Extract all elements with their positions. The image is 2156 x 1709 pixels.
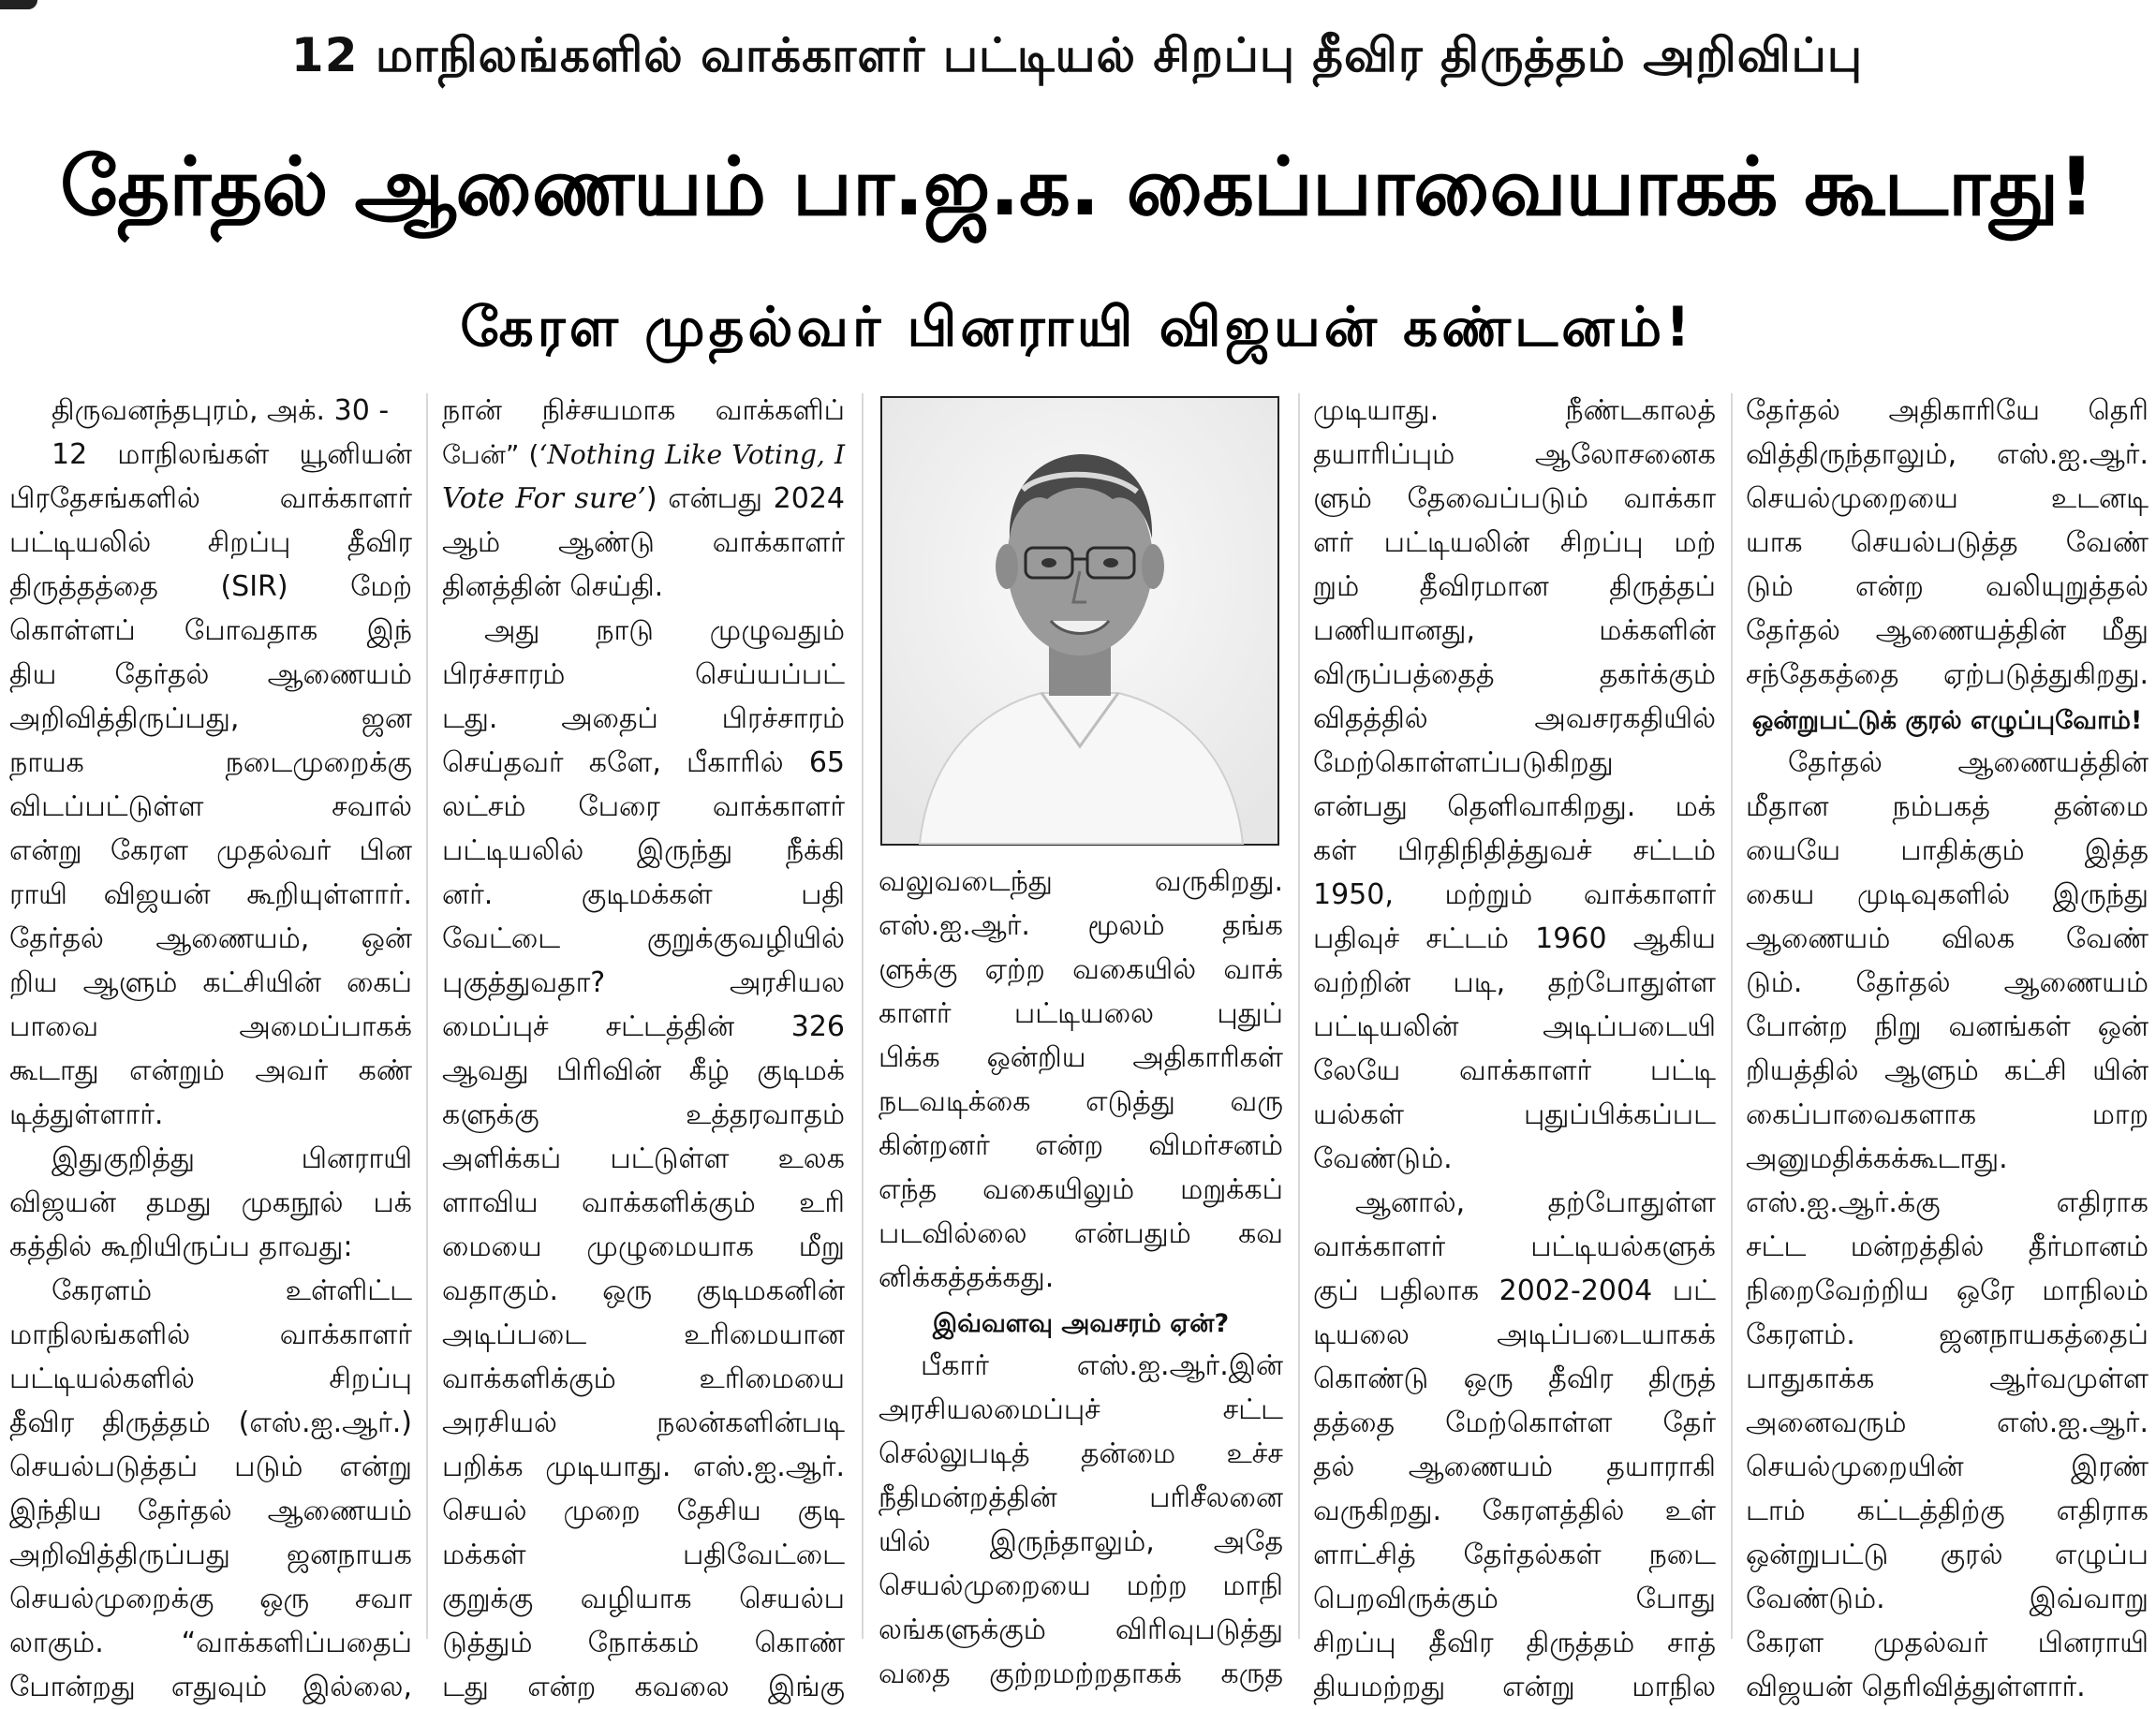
text-line: ளாவிய வாக்களிக்கும் உரி — [442, 1186, 845, 1219]
text-line: குப் பதிலாக 2002-2004 பட் — [1313, 1274, 1716, 1307]
text-line: குறுக்கு வழியாக செயல்ப — [442, 1583, 845, 1615]
text-line: வதை குற்றமற்றதாகக் கருத — [879, 1657, 1283, 1690]
text-line: லேயே வாக்காளர் பட்டி — [1313, 1054, 1716, 1087]
text-line: தியமற்றது என்று மாநில — [1313, 1671, 1716, 1703]
text-line: யையே பாதிக்கும் இத்த — [1746, 834, 2149, 867]
text-line: இந்திய தேர்தல் ஆணையம் — [9, 1495, 412, 1527]
text-line: கள் பிரதிநிதித்துவச் சட்டம் — [1313, 834, 1716, 867]
text-line: ராயி விஜயன் கூறியுள்ளார். — [9, 878, 412, 911]
text-line: டும் என்ற வலியுறுத்தல் — [1746, 570, 2149, 603]
text-line: பட்டியலில் இருந்து நீக்கி — [442, 834, 845, 867]
text-line: எஸ்.ஐ.ஆர். மூலம் தங்க — [879, 909, 1283, 942]
text-line: பணியானது, மக்களின் — [1313, 614, 1716, 647]
text-line: வித்திருந்தாலும், எஸ்.ஐ.ஆர். — [1746, 438, 2149, 471]
text-line: டது என்ற கவலை இங்கு — [442, 1671, 845, 1703]
text-line: பிரச்சாரம் செய்யப்பட் — [442, 658, 845, 691]
text-line: அளிக்கப் பட்டுள்ள உலக — [442, 1142, 845, 1175]
text-line: ளுக்கு ஏற்ற வகையில் வாக் — [879, 953, 1283, 986]
text-line: விருப்பத்தைத் தகர்க்கும் — [1313, 658, 1716, 691]
text-line: காளர் பட்டியலை புதுப் — [879, 997, 1283, 1030]
article-subhead: கேரள முதல்வர் பினராயி விஜயன் கண்டனம்! — [460, 295, 1694, 359]
text-line: செயல்முறைக்கு ஒரு சவா — [9, 1583, 412, 1615]
text-line: களுக்கு உத்தரவாதம் — [442, 1098, 845, 1131]
text-line: ளும் தேவைப்படும் வாக்கா — [1313, 482, 1716, 515]
text-line: செயல் முறை தேசிய குடி — [442, 1495, 845, 1527]
text-line: 12 மாநிலங்கள் யூனியன் — [52, 438, 412, 471]
text-line: மேற்கொள்ளப்படுகிறது — [1313, 746, 1614, 779]
text-line — [442, 477, 845, 521]
text-line: பாதுகாக்க ஆர்வமுள்ள — [1746, 1363, 2149, 1395]
text-line: யில் இருந்தாலும், அதே — [879, 1525, 1283, 1558]
text-line: தினத்தின் செய்தி. — [442, 570, 664, 603]
text-line: செல்லுபடித் தன்மை உச்ச — [879, 1437, 1283, 1470]
text-line: கேரள முதல்வர் பினராயி — [1746, 1627, 2149, 1659]
text-line: ளாட்சித் தேர்தல்கள் நடை — [1313, 1539, 1716, 1571]
text-line: யல்கள் புதுப்பிக்கப்பட — [1313, 1098, 1716, 1131]
english-quote: ‘Nothing Like Voting, I — [539, 439, 846, 470]
text-line: பாவை அமைப்பாகக் — [9, 1010, 412, 1043]
text-line: மைப்புச் சட்டத்தின் 326 — [442, 1010, 845, 1043]
article-headline: தேர்தல் ஆணையம் பா.ஜ.க. கைப்பாவையாகக் கூடாது! — [60, 140, 2094, 234]
text-line: சிறப்பு தீவிர திருத்தம் சாத் — [1313, 1627, 1716, 1659]
text-line: நீதிமன்றத்தின் பரிசீலனை — [879, 1481, 1283, 1514]
text-line: தேர்தல் ஆணையத்தின் — [1788, 746, 2149, 779]
text-line: 1950, மற்றும் வாக்காளர் — [1313, 878, 1716, 911]
text-line: றும் தீவிரமான திருத்தப் — [1313, 570, 1716, 603]
column-divider — [1731, 393, 1733, 1639]
text-line: மையை முழுமையாக மீறு — [442, 1230, 845, 1263]
text-line: டுத்தும் நோக்கம் கொண் — [442, 1627, 845, 1659]
text-line: தயாரிப்பும் ஆலோசனைக — [1313, 438, 1716, 471]
text-line: மீதான நம்பகத் தன்மை — [1746, 790, 2149, 823]
text-line: விஜயன் தமது முகநூல் பக் — [9, 1186, 412, 1219]
text-line: டித்துள்ளார். — [9, 1098, 164, 1131]
text-line: ஆணையம் விலக வேண் — [1746, 922, 2149, 955]
text-line: என்பது தெளிவாகிறது. மக் — [1313, 790, 1716, 823]
text-line: தேர்தல் ஆணையத்தின் மீது — [1746, 614, 2149, 647]
text-fragment: ) என்பது 2024 — [645, 482, 845, 515]
text-line: கேரளம் உள்ளிட்ட — [52, 1274, 412, 1307]
text-line: திய தேர்தல் ஆணையம் — [9, 658, 412, 691]
text-line: ஆவது பிரிவின் கீழ் குடிமக் — [442, 1054, 845, 1087]
text-line: தத்தை மேற்கொள்ள தேர் — [1313, 1407, 1716, 1439]
text-line: றிய ஆளும் கட்சியின் கைப் — [9, 966, 412, 999]
text-line: வேட்டை குறுக்குவழியில் — [442, 922, 845, 955]
text-line: டும். தேர்தல் ஆணையம் — [1746, 966, 2149, 999]
text-line: தேர்தல் அதிகாரியே தெரி — [1746, 394, 2149, 427]
text-line: செயல்முறையை மற்ற மாநி — [879, 1569, 1283, 1602]
text-line: கொள்ளப் போவதாக இந் — [9, 614, 412, 647]
text-column-2 — [442, 389, 846, 1703]
text-line: அனைவரும் எஸ்.ஐ.ஆர். — [1746, 1407, 2149, 1439]
text-line: செயல்படுத்தப் படும் என்று — [9, 1451, 412, 1483]
text-line: பிரதேசங்களில் வாக்காளர் — [9, 482, 412, 515]
text-line: அரசியல் நலன்களின்படி — [442, 1407, 845, 1439]
section-heading: ஒன்றுபட்டுக் குரல் எழுப்புவோம்! — [1751, 706, 2143, 735]
english-quote: Vote For sure’ — [442, 482, 646, 515]
text-line: யாக செயல்படுத்த வேண் — [1746, 526, 2149, 559]
text-line: இதுகுறித்து பினராயி — [52, 1142, 412, 1175]
text-line: பீகார் எஸ்.ஐ.ஆர்.இன் — [921, 1349, 1283, 1382]
text-line: வருகிறது. கேரளத்தில் உள் — [1313, 1495, 1716, 1527]
text-line: புகுத்துவதா? அரசியல — [442, 966, 845, 999]
text-column-4 — [1313, 389, 1716, 1703]
text-line: கூடாது என்றும் அவர் கண் — [9, 1054, 412, 1087]
text-line: அரசியலமைப்புச் சட்ட — [879, 1393, 1283, 1426]
dateline: திருவனந்தபுரம், அக். 30 - — [52, 394, 390, 427]
article-kicker: 12 மாநிலங்களில் வாக்காளர் பட்டியல் சிறப்பு தீவிர திருத்தம் அறிவிப்பு — [290, 28, 1864, 82]
text-line: வேண்டும். — [1313, 1142, 1453, 1175]
text-line: விஜயன் தெரிவித்துள்ளார். — [1746, 1671, 2086, 1703]
text-line — [442, 433, 845, 477]
text-line: பெறவிருக்கும் போது — [1313, 1583, 1716, 1615]
text-column-3 — [879, 860, 1283, 1690]
text-line: வாக்காளர் பட்டியல்களுக் — [1313, 1230, 1716, 1263]
text-line: வற்றின் படி, தற்போதுள்ள — [1313, 966, 1716, 999]
text-line: திருத்தத்தை (SIR) மேற் — [9, 570, 412, 603]
text-line: லாகும். “வாக்களிப்பதைப் — [9, 1627, 412, 1659]
text-line: னிக்கத்தக்கது. — [879, 1261, 1055, 1294]
text-line: கேரளம். ஜனநாயகத்தைப் — [1746, 1319, 2149, 1351]
text-line: நடவடிக்கை எடுத்து வரு — [879, 1085, 1283, 1118]
text-line: தேர்தல் ஆணையம், ஒன் — [9, 922, 412, 955]
text-line: நான் நிச்சயமாக வாக்களிப் — [442, 394, 845, 427]
text-line: தல் ஆணையம் தயாராகி — [1313, 1451, 1716, 1483]
portrait-photo — [880, 396, 1279, 846]
text-line: பட்டியல்களில் சிறப்பு — [9, 1363, 412, 1395]
column-divider — [426, 393, 428, 1639]
text-line: செயல்முறையின் இரண் — [1746, 1451, 2149, 1483]
text-line: எந்த வகையிலும் மறுக்கப் — [879, 1173, 1283, 1206]
text-line: நிறைவேற்றிய ஒரே மாநிலம் — [1746, 1274, 2149, 1307]
text-line: அனுமதிக்கக்கூடாது. — [1746, 1142, 2008, 1175]
text-fragment: பேன்” ( — [442, 439, 539, 470]
text-line: மக்கள் பதிவேட்டை — [442, 1539, 845, 1571]
text-line: ஒன்றுபட்டு குரல் எழுப்ப — [1746, 1539, 2149, 1571]
text-line: டது. அதைப் பிரச்சாரம் — [442, 702, 845, 735]
text-line: நாயக நடைமுறைக்கு — [9, 746, 412, 779]
text-line: லங்களுக்கும் விரிவுபடுத்து — [879, 1613, 1283, 1646]
text-line: அறிவித்திருப்பது, ஜன — [9, 702, 412, 735]
text-line: பிக்க ஒன்றிய அதிகாரிகள் — [879, 1041, 1283, 1074]
text-line: விதத்தில் அவசரகதியில் — [1313, 702, 1716, 735]
text-line: ளர் பட்டியலின் சிறப்பு மற் — [1313, 526, 1716, 559]
text-line: கின்றனர் என்ற விமர்சனம் — [879, 1129, 1283, 1162]
text-line: மாநிலங்களில் வாக்காளர் — [9, 1319, 412, 1351]
text-line: செய்தவர் களே, பீகாரில் 65 — [442, 746, 845, 779]
portrait-photo-icon — [882, 398, 1277, 844]
text-line: டியலை அடிப்படையாகக் — [1313, 1319, 1716, 1351]
text-line: தீவிர திருத்தம் (எஸ்.ஐ.ஆர்.) — [9, 1407, 412, 1439]
section-heading: இவ்வளவு அவசரம் ஏன்? — [932, 1309, 1230, 1338]
text-line: வதாகும். ஒரு குடிமகனின் — [442, 1274, 845, 1307]
text-line: எஸ்.ஐ.ஆர்.க்கு எதிராக — [1746, 1186, 2149, 1219]
text-line: கத்தில் கூறியிருப்ப தாவது: — [9, 1230, 353, 1263]
text-line: றியத்தில் ஆளும் கட்சி யின் — [1746, 1054, 2149, 1087]
text-line: பட்டியலில் சிறப்பு தீவிர — [9, 526, 412, 559]
text-line: பதிவுச் சட்டம் 1960 ஆகிய — [1313, 922, 1716, 955]
text-line: படவில்லை என்பதும் கவ — [879, 1217, 1283, 1250]
text-line: போன்றது எதுவும் இல்லை, — [9, 1671, 412, 1703]
text-line: என்று கேரள முதல்வர் பின — [9, 834, 412, 867]
text-line: வலுவடைந்து வருகிறது. — [879, 865, 1283, 898]
text-line: சந்தேகத்தை ஏற்படுத்துகிறது. — [1746, 658, 2149, 691]
text-line: லட்சம் பேரை வாக்காளர் — [442, 790, 845, 823]
text-line: முடியாது. நீண்டகாலத் — [1313, 394, 1716, 427]
text-line: பறிக்க முடியாது. எஸ்.ஐ.ஆர். — [442, 1451, 845, 1483]
text-column-5 — [1746, 389, 2149, 1703]
text-line: பட்டியலின் அடிப்படையி — [1313, 1010, 1716, 1043]
text-line: அறிவித்திருப்பது ஜனநாயக — [9, 1539, 412, 1571]
text-line: கைய முடிவுகளில் இருந்து — [1746, 878, 2149, 911]
text-line: செயல்முறையை உடனடி — [1746, 482, 2149, 515]
text-column-1 — [9, 389, 412, 1703]
text-line: சட்ட மன்றத்தில் தீர்மானம் — [1746, 1230, 2149, 1263]
text-line: கொண்டு ஒரு தீவிர திருத் — [1313, 1363, 1716, 1395]
text-line: கைப்பாவைகளாக மாற — [1746, 1098, 2149, 1131]
text-line: அது நாடு முழுவதும் — [484, 614, 845, 647]
text-line: அடிப்படை உரிமையான — [442, 1319, 845, 1351]
text-line: னர். குடிமக்கள் பதி — [442, 878, 845, 911]
text-line: டாம் கட்டத்திற்கு எதிராக — [1746, 1495, 2149, 1527]
text-line: ஆனால், தற்போதுள்ள — [1355, 1186, 1716, 1219]
text-line: வேண்டும். இவ்வாறு — [1746, 1583, 2149, 1615]
text-line: போன்ற நிறு வனங்கள் ஒன் — [1746, 1010, 2149, 1043]
text-line: ஆம் ஆண்டு வாக்காளர் — [442, 526, 845, 559]
text-line: வாக்களிக்கும் உரிமையை — [442, 1363, 845, 1395]
text-line: விடப்பட்டுள்ள சவால் — [9, 790, 412, 823]
masthead-corner-mark — [0, 0, 37, 9]
column-divider — [862, 393, 864, 1639]
column-divider — [1298, 393, 1300, 1639]
